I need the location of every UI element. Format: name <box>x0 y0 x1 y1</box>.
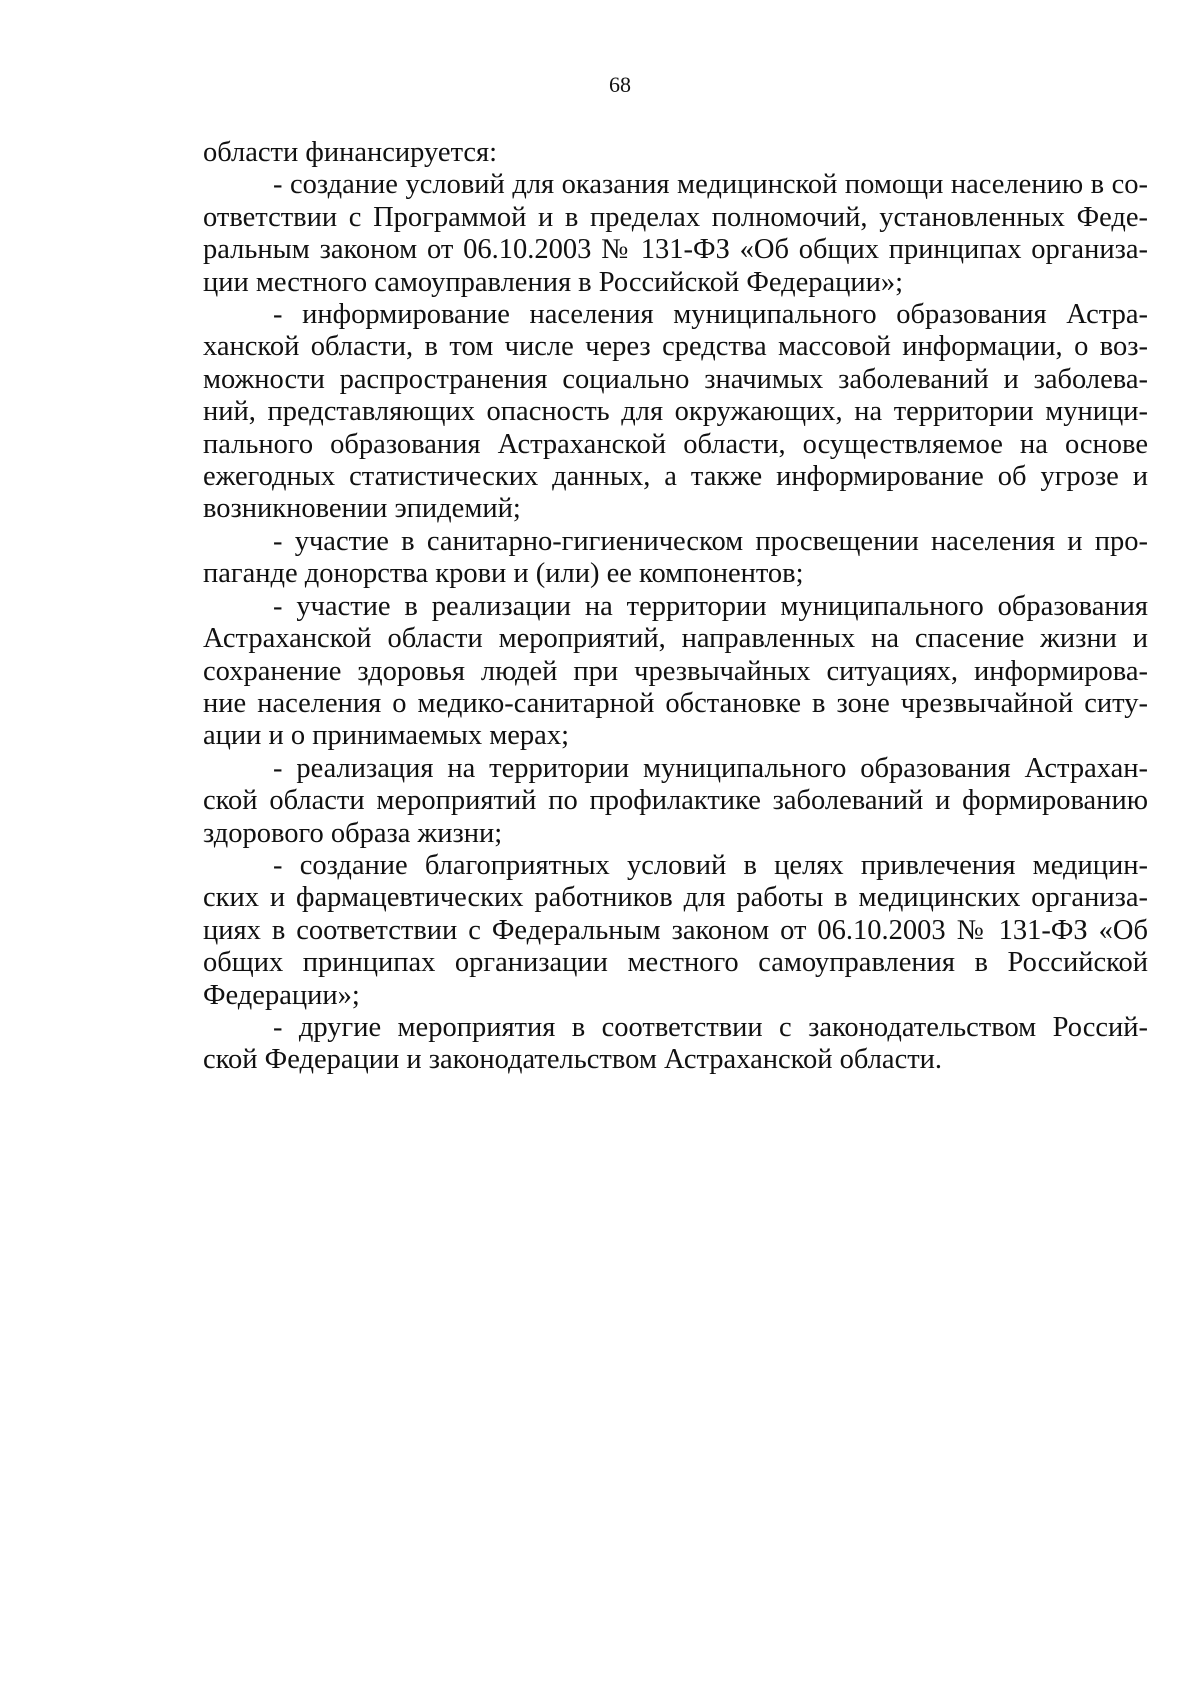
text-line: ответствии с Программой и в пределах полномочий, установленных Феде- <box>203 201 1148 233</box>
text-line: Астраханской области мероприятий, направленных на спасение жизни и <box>203 623 1148 655</box>
text-line: - участие в реализации на территории муниципального образования <box>273 590 1148 622</box>
paragraph-item-workers <box>203 850 1148 1012</box>
text-line: ских и фармацевтических работников для работы в медицинских организа- <box>203 882 1148 914</box>
text-line: здорового образа жизни; <box>203 817 503 849</box>
text-line: ации и о принимаемых мерах; <box>203 720 569 752</box>
text-line: области финансируется: <box>203 137 498 168</box>
page-number: 68 <box>609 72 631 97</box>
text-line: циях в соответствии с Федеральным законом от 06.10.2003 № 131-ФЗ «Об <box>203 914 1148 946</box>
text-line: ханской области, в том числе через средства массовой информации, о воз- <box>203 331 1148 363</box>
text-line: - участие в санитарно-гигиеническом просвещении населения и про- <box>273 525 1148 557</box>
text-line: ние населения о медико-санитарной обстановке в зоне чрезвычайной ситу- <box>203 687 1148 719</box>
text-line: ний, представляющих опасность для окружающих, на территории муници- <box>203 396 1148 428</box>
text-line: - создание условий для оказания медицинской помощи населению в со- <box>273 169 1148 201</box>
text-line: можности распространения социально значимых заболеваний и заболева- <box>203 363 1148 395</box>
text-line: - другие мероприятия в соответствии с законодательством Россий- <box>273 1011 1148 1043</box>
text-line: Федерации»; <box>203 979 360 1011</box>
text-line: ской Федерации и законодательством Астраханской области. <box>203 1044 943 1076</box>
paragraph-item-informing <box>203 299 1148 526</box>
paragraph-item-conditions <box>203 169 1148 299</box>
document-body <box>203 137 1148 1077</box>
text-line: пального образования Астраханской области, осуществляемое на основе <box>203 428 1148 460</box>
text-line: общих принципах организации местного самоуправления в Российской <box>203 947 1148 979</box>
text-line: ской области мероприятий по профилактике заболеваний и формированию <box>203 785 1148 817</box>
paragraph-item-other <box>203 1012 1148 1077</box>
text-line: ральным законом от 06.10.2003 № 131-ФЗ «Об общих принципах организа- <box>203 234 1148 266</box>
text-line: сохранение здоровья людей при чрезвычайных ситуациях, информирова- <box>203 655 1148 687</box>
paragraph-item-sanitary <box>203 526 1148 591</box>
text-line: - создание благоприятных условий в целях привлечения медицин- <box>273 849 1148 881</box>
text-line: - реализация на территории муниципального образования Астрахан- <box>273 752 1148 784</box>
text-line: возникновении эпидемий; <box>203 493 521 525</box>
text-line: - информирование населения муниципального образования Астра- <box>273 299 1148 331</box>
text-line: ции местного самоуправления в Российской Федерации»; <box>203 266 904 298</box>
paragraph-item-prevention <box>203 753 1148 850</box>
paragraph-intro <box>203 137 1148 169</box>
text-line: паганде донорства крови и (или) ее компонентов; <box>203 558 804 590</box>
text-line: ежегодных статистических данных, а также информирование об угрозе и <box>203 461 1148 493</box>
paragraph-item-emergency <box>203 591 1148 753</box>
